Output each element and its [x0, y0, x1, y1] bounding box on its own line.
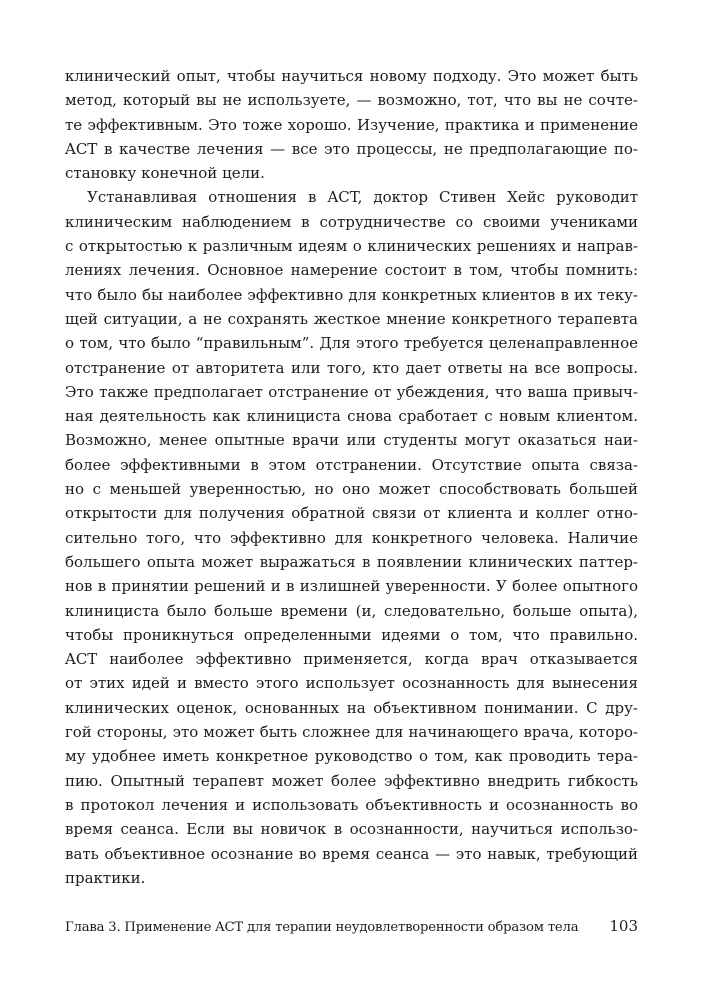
text-line: му удобнее иметь конкретное руководство о том, как проводить тера-	[65, 747, 638, 766]
text-line: нов в принятии решений и в излишней уверенности. У более опытного	[65, 577, 638, 596]
text-line: но с меньшей уверенностью, но оно может способствовать большей	[65, 480, 638, 499]
text-line: от этих идей и вместо этого использует осознанность для вынесения	[65, 674, 638, 693]
text-line: становку конечной цели.	[65, 164, 265, 183]
page-number: 103	[609, 917, 638, 935]
body-text	[65, 64, 638, 890]
running-head: Глава 3. Применение ACT для терапии неудовлетворенности образом тела	[65, 920, 579, 935]
text-line: Возможно, менее опытные врачи или студенты могут оказаться наи-	[65, 431, 638, 450]
text-line: с открытостью к различным идеям о клинических решениях и направ-	[65, 237, 638, 256]
text-line: пию. Опытный терапевт может более эффективно внедрить гибкость	[65, 771, 638, 790]
text-line: те эффективным. Это тоже хорошо. Изучение, практика и применение	[65, 115, 638, 134]
text-line: более эффективными в этом отстранении. Отсутствие опыта связа-	[65, 455, 638, 474]
text-line: щей ситуации, а не сохранять жесткое мнение конкретного терапевта	[65, 309, 638, 328]
text-line: метод, который вы не используете, — возможно, тот, что вы не сочте-	[65, 91, 638, 110]
text-line: ACT в качестве лечения — все это процессы, не предполагающие по-	[65, 139, 638, 158]
text-line: клинических оценок, основанных на объективном понимании. С дру-	[65, 698, 638, 717]
text-line: практики.	[65, 868, 146, 887]
text-line: открытости для получения обратной связи от клиента и коллег отно-	[65, 504, 638, 523]
text-line: ная деятельность как клинициста снова сработает с новым клиентом.	[65, 407, 638, 426]
text-line: гой стороны, это может быть сложнее для начинающего врача, которо-	[65, 723, 638, 742]
text-line: лениях лечения. Основное намерение состоит в том, чтобы помнить:	[65, 261, 638, 280]
text-line: клинический опыт, чтобы научиться новому подходу. Это может быть	[65, 67, 638, 85]
paragraph	[65, 185, 638, 890]
text-line: клинициста было больше времени (и, следовательно, больше опыта),	[65, 601, 638, 620]
text-line: Это также предполагает отстранение от убеждения, что ваша привыч-	[65, 382, 638, 401]
text-line: вать объективное осознание во время сеанса — это навык, требующий	[65, 844, 638, 863]
page-footer	[65, 916, 638, 936]
paragraph	[65, 64, 638, 185]
text-line: сительно того, что эффективно для конкретного человека. Наличие	[65, 528, 638, 547]
text-line: клиническим наблюдением в сотрудничестве со своими учениками	[65, 212, 638, 231]
text-line: в протокол лечения и использовать объективность и осознанность во	[65, 795, 638, 814]
text-line: чтобы проникнуться определенными идеями о том, что правильно.	[65, 625, 638, 644]
text-line: отстранение от авторитета или того, кто дает ответы на все вопросы.	[65, 358, 638, 377]
text-line: ACT наиболее эффективно применяется, когда врач отказывается	[65, 650, 638, 669]
text-line: Устанавливая отношения в ACT, доктор Стивен Хейс руководит	[87, 188, 638, 207]
text-line: большего опыта может выражаться в появлении клинических паттер-	[65, 552, 638, 571]
text-line: о том, что было “правильным”. Для этого требуется целенаправленное	[65, 334, 638, 353]
text-line: что было бы наиболее эффективно для конкретных клиентов в их теку-	[65, 285, 638, 304]
text-line: время сеанса. Если вы новичок в осознанности, научиться использо-	[65, 820, 638, 839]
